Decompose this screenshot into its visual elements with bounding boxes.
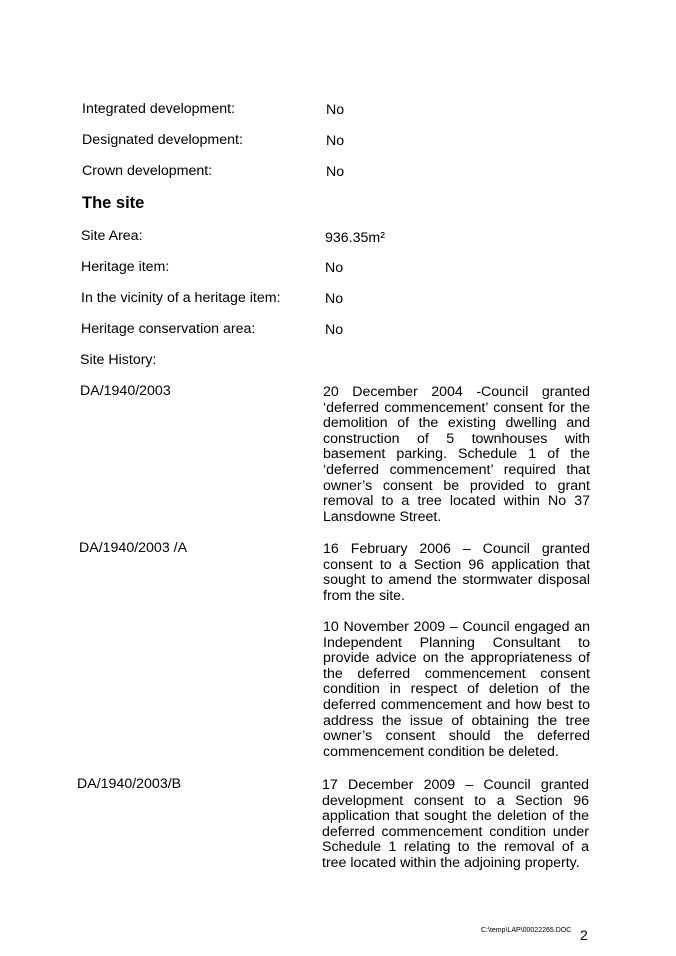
heritage-vicinity-value: No (325, 291, 344, 307)
heritage-conservation-area-value: No (325, 322, 344, 338)
crown-development-value: No (326, 164, 345, 180)
site-area-value: 936.35m² (325, 230, 385, 246)
page-number: 2 (580, 927, 588, 943)
history-paragraph: 20 December 2004 -Council granted ‘deferred commencement’ consent for the demolition of the existing dwelling and construction of 5 townhouses with basement parking. Schedule 1 of the ‘deferred commencement’ required that owner’s consent be provided to grant removal to a tree located within No 37 Lansdowne Street. (323, 384, 590, 525)
heritage-vicinity-label: In the vicinity of a heritage item: (81, 290, 281, 306)
history-ref: DA/1940/2003/B (77, 776, 182, 792)
site-history-label: Site History: (80, 352, 157, 368)
integrated-development-value: No (326, 102, 345, 118)
crown-development-label: Crown development: (82, 163, 213, 179)
heritage-item-value: No (325, 260, 344, 276)
designated-development-label: Designated development: (82, 132, 243, 148)
history-paragraph: 17 December 2009 – Council granted development consent to a Section 96 application that sought the deletion of the deferred commencement condition under Schedule 1 relating to the removal of a tree located within the adjoining property. (322, 777, 589, 871)
designated-development-value: No (326, 133, 345, 149)
history-ref: DA/1940/2003 /A (79, 540, 188, 556)
site-area-label: Site Area: (81, 228, 143, 244)
footer-file-path: C:\temp\LAP\00022265.DOC (481, 927, 572, 934)
history-ref: DA/1940/2003 (80, 383, 171, 399)
integrated-development-label: Integrated development: (82, 101, 236, 117)
history-paragraph: 10 November 2009 – Council engaged an Independent Planning Consultant to provide advice on the appropriateness of the deferred commencement consent condition in respect of deletion of the deferred commencement and how best to address the issue of obtaining the tree owner’s consent should the deferred commencement condition be deleted. (323, 619, 590, 760)
site-heading: The site (82, 194, 145, 212)
heritage-conservation-area-label: Heritage conservation area: (81, 321, 256, 337)
heritage-item-label: Heritage item: (81, 259, 170, 275)
history-paragraph: 16 February 2006 – Council granted consent to a Section 96 application that sought to amend the stormwater disposal from the site. (323, 541, 590, 604)
